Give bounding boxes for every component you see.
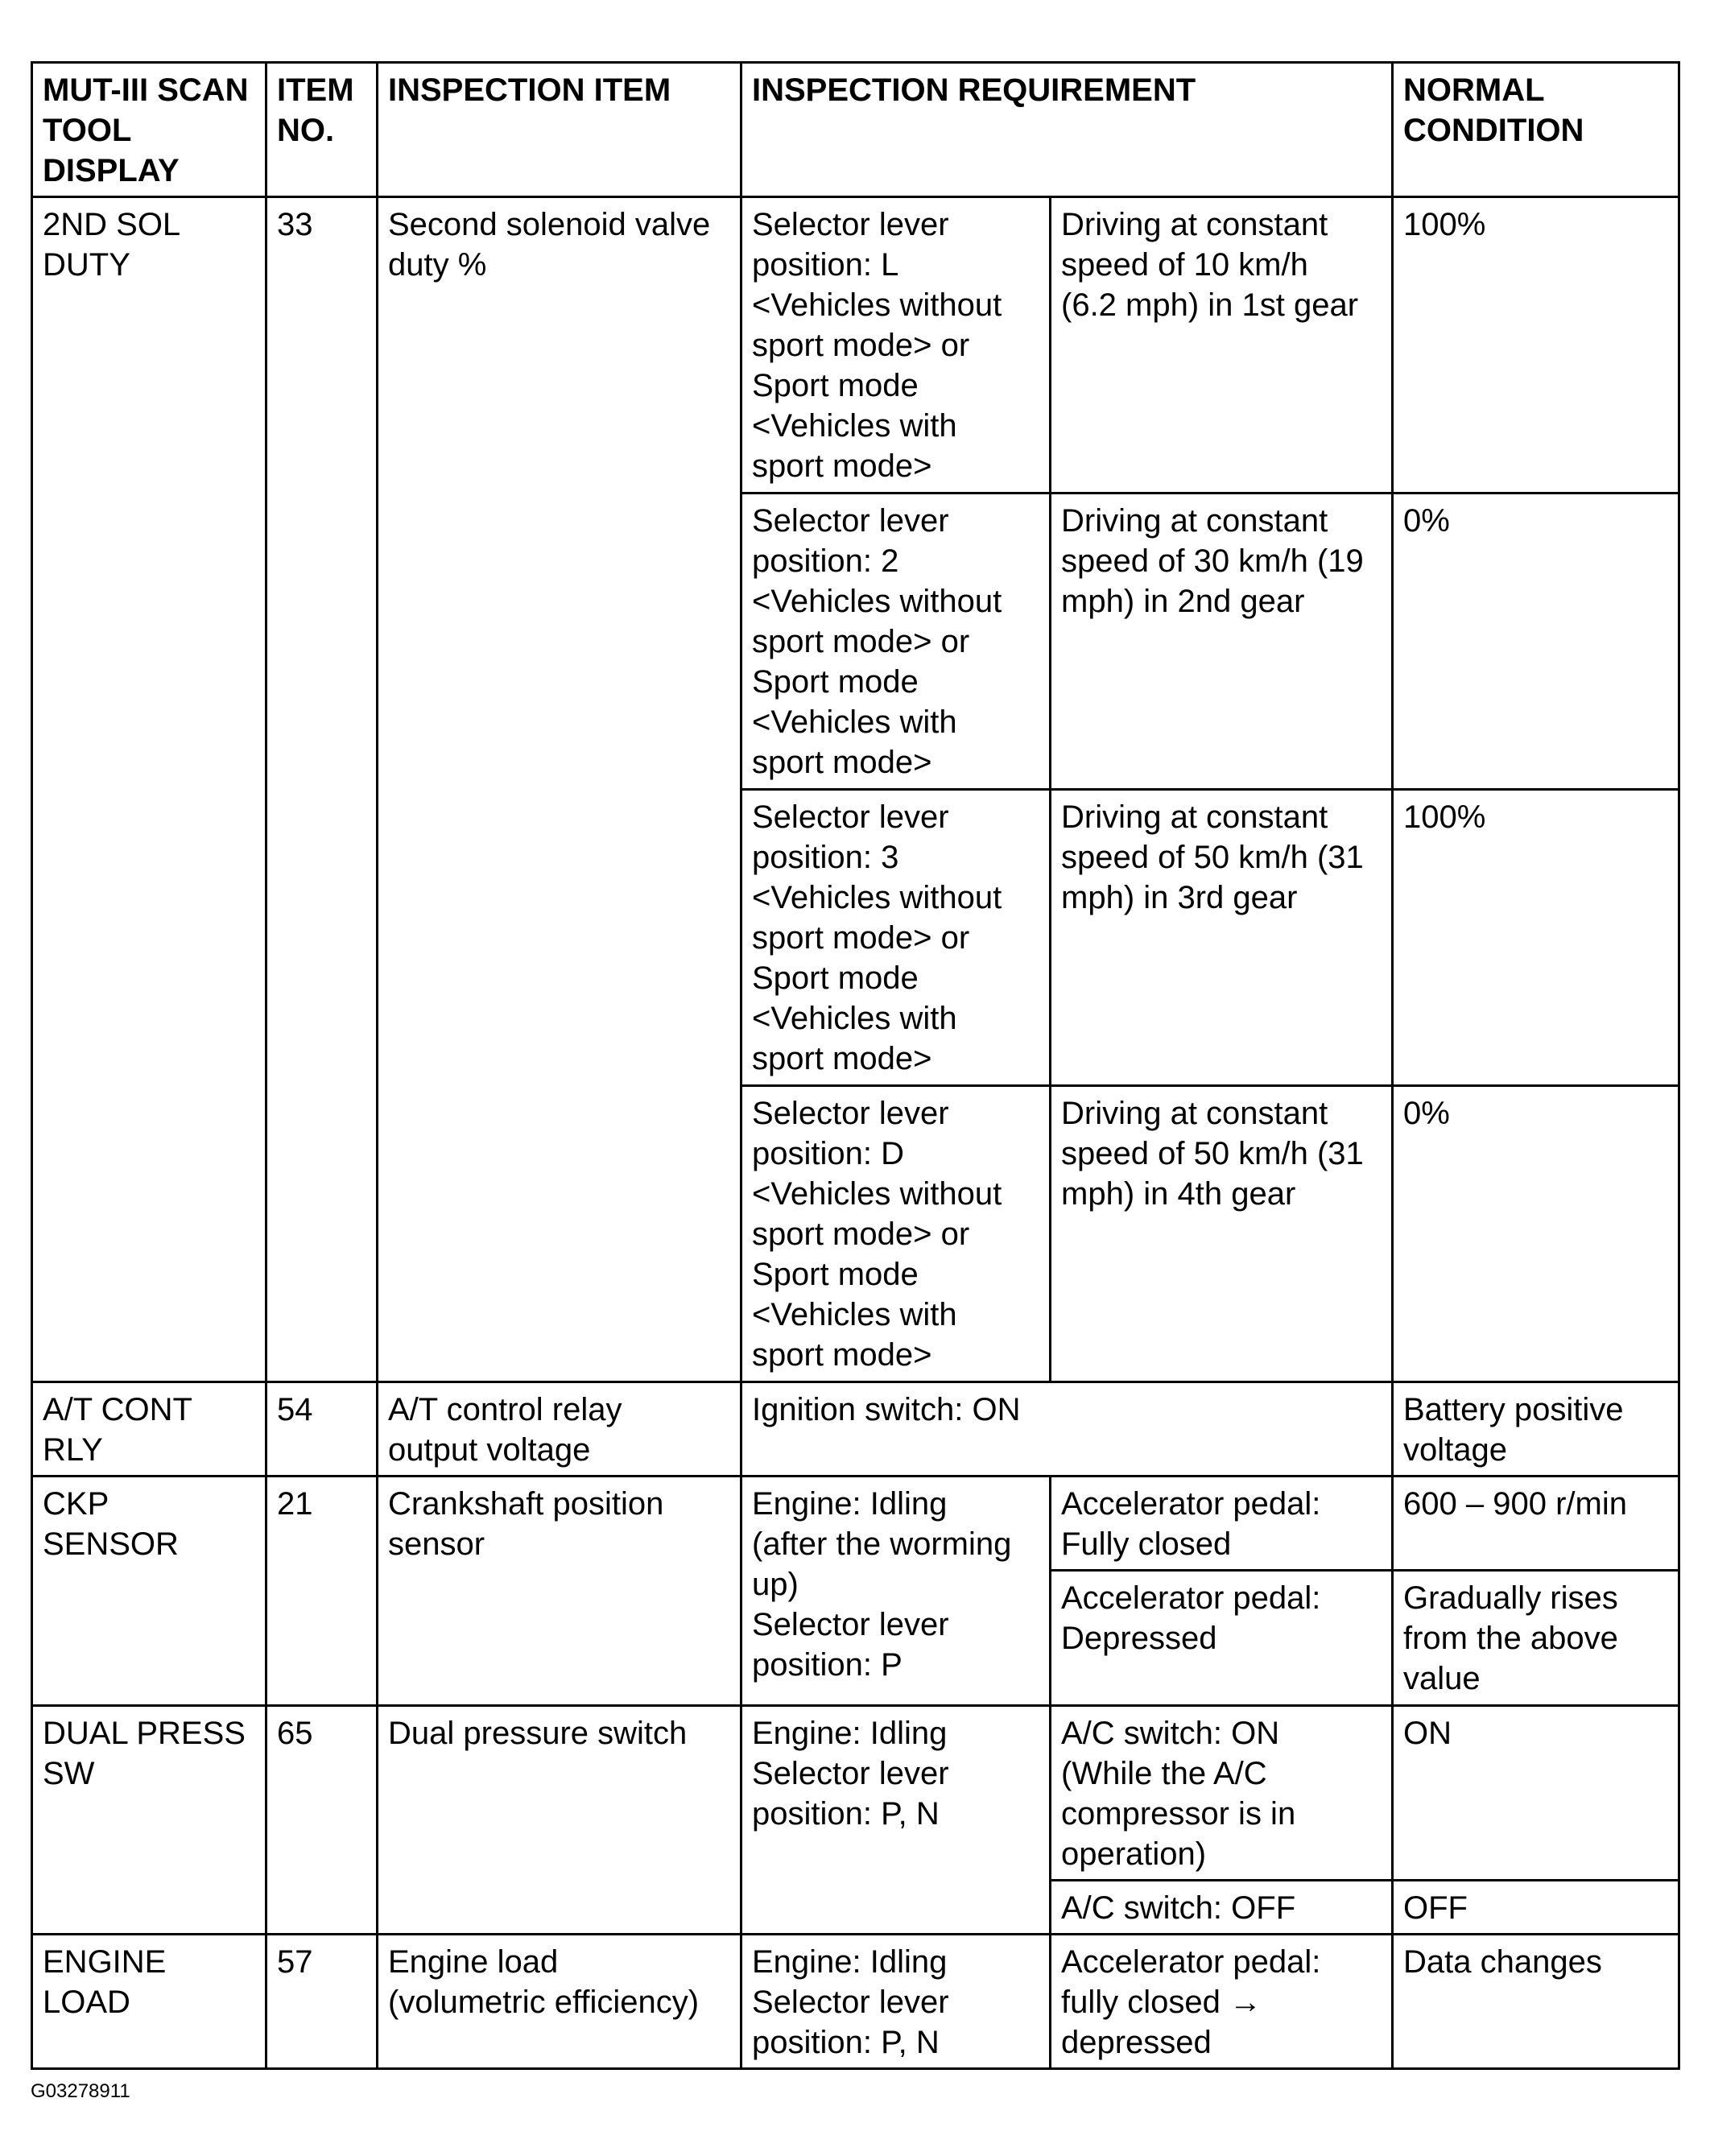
requirement-cell: Ignition switch: ON (741, 1382, 1393, 1477)
item-no-cell: 21 (266, 1477, 378, 1706)
requirement-detail-cell: Driving at constant speed of 30 km/h (19 mph) in 2nd gear (1051, 494, 1393, 790)
table-row (32, 1382, 1679, 1477)
table-row (32, 197, 1679, 494)
header-inspection-requirement: INSPECTION REQUIREMENT (741, 63, 1393, 197)
inspection-table-container (31, 61, 1678, 2070)
table-row (32, 1477, 1679, 1571)
inspection-table (31, 61, 1680, 2070)
header-item-no: ITEM NO. (266, 63, 378, 197)
normal-condition-cell: 100% (1393, 790, 1679, 1086)
requirement-cell: Selector lever position: 2 <Vehicles without sport mode> or Sport mode <Vehicles with sport mode> (741, 494, 1051, 790)
item-no-cell: 33 (266, 197, 378, 1382)
requirement-cell: Engine: Idling (after the worming up) Selector lever position: P (741, 1477, 1051, 1706)
requirement-detail-cell: Driving at constant speed of 50 km/h (31 mph) in 4th gear (1051, 1086, 1393, 1382)
requirement-detail-cell: Accelerator pedal: fully closed → depressed (1051, 1935, 1393, 2069)
normal-condition-cell: Gradually rises from the above value (1393, 1571, 1679, 1706)
requirement-cell: Selector lever position: L <Vehicles without sport mode> or Sport mode <Vehicles with sport mode> (741, 197, 1051, 494)
requirement-cell: Selector lever position: 3 <Vehicles without sport mode> or Sport mode <Vehicles with sport mode> (741, 790, 1051, 1086)
inspection-item-cell: Engine load (volumetric efficiency) (378, 1935, 741, 2069)
inspection-item-cell: Second solenoid valve duty % (378, 197, 741, 1382)
inspection-item-cell: Dual pressure switch (378, 1706, 741, 1935)
header-inspection-item: INSPECTION ITEM (378, 63, 741, 197)
requirement-detail-cell: A/C switch: OFF (1051, 1881, 1393, 1935)
figure-code: G03278911 (31, 2080, 130, 2102)
normal-condition-cell: 600 – 900 r/min (1393, 1477, 1679, 1571)
item-no-cell: 54 (266, 1382, 378, 1477)
table-row (32, 1706, 1679, 1881)
normal-condition-cell: 0% (1393, 494, 1679, 790)
display-cell: CKP SENSOR (32, 1477, 266, 1706)
normal-condition-cell: Data changes (1393, 1935, 1679, 2069)
requirement-detail-cell: A/C switch: ON (While the A/C compressor is in operation) (1051, 1706, 1393, 1881)
inspection-item-cell: A/T control relay output voltage (378, 1382, 741, 1477)
header-row (32, 63, 1679, 197)
requirement-cell: Engine: Idling Selector lever position: P, N (741, 1935, 1051, 2069)
requirement-detail-cell: Accelerator pedal: Fully closed (1051, 1477, 1393, 1571)
item-no-cell: 57 (266, 1935, 378, 2069)
normal-condition-cell: 0% (1393, 1086, 1679, 1382)
requirement-detail-cell: Driving at constant speed of 50 km/h (31 mph) in 3rd gear (1051, 790, 1393, 1086)
header-display: MUT-III SCAN TOOL DISPLAY (32, 63, 266, 197)
item-no-cell: 65 (266, 1706, 378, 1935)
display-cell: 2ND SOL DUTY (32, 197, 266, 1382)
normal-condition-cell: OFF (1393, 1881, 1679, 1935)
display-cell: ENGINE LOAD (32, 1935, 266, 2069)
normal-condition-cell: ON (1393, 1706, 1679, 1881)
requirement-cell: Selector lever position: D <Vehicles without sport mode> or Sport mode <Vehicles with sport mode> (741, 1086, 1051, 1382)
normal-condition-cell: 100% (1393, 197, 1679, 494)
requirement-detail-cell: Driving at constant speed of 10 km/h (6.2 mph) in 1st gear (1051, 197, 1393, 494)
inspection-item-cell: Crankshaft position sensor (378, 1477, 741, 1706)
display-cell: DUAL PRESS SW (32, 1706, 266, 1935)
header-normal-condition: NORMAL CONDITION (1393, 63, 1679, 197)
normal-condition-cell: Battery positive voltage (1393, 1382, 1679, 1477)
table-row (32, 1935, 1679, 2069)
display-cell: A/T CONT RLY (32, 1382, 266, 1477)
requirement-cell: Engine: Idling Selector lever position: P, N (741, 1706, 1051, 1935)
requirement-detail-cell: Accelerator pedal: Depressed (1051, 1571, 1393, 1706)
